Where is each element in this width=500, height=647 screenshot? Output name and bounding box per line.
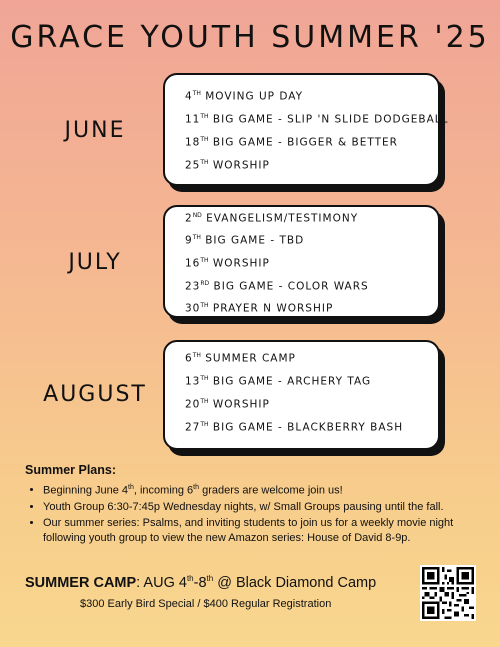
page-title: GRACE YOUTH SUMMER '25	[10, 20, 490, 55]
list-item: 4TH MOVING UP DAY	[185, 90, 304, 103]
list-item: • Youth Group 6:30-7:45p Wednesday nights, w/ Small Groups pausing until the fall.	[43, 500, 495, 515]
summer-camp-line: SUMMER CAMP: AUG 4th-8th @ Black Diamond Camp	[25, 574, 377, 591]
list-item: 18TH BIG GAME - BIGGER & BETTER	[185, 136, 398, 149]
list-item: 9TH BIG GAME - TBD	[185, 234, 305, 247]
summer-camp-label: SUMMER CAMP	[25, 574, 137, 591]
month-label-july: JULY	[68, 250, 122, 275]
summer-plans-section	[25, 462, 495, 548]
summer-plans-list	[25, 483, 495, 547]
july-events-card	[163, 205, 440, 318]
list-item: 20TH WORSHIP	[185, 398, 270, 411]
camp-pricing: $300 Early Bird Special / $400 Regular Registration	[80, 598, 332, 610]
summer-plans-heading: Summer Plans:	[25, 463, 117, 477]
list-item: 13TH BIG GAME - ARCHERY TAG	[185, 375, 372, 388]
list-item: • Our summer series: Psalms, and inviting students to join us for a weekly movie night following youth group to view the new Amazon series: House of David 8-9p.	[43, 516, 495, 547]
list-item: 2ND EVANGELISM/TESTIMONY	[185, 212, 359, 225]
june-events-card	[163, 73, 449, 186]
list-item: 11TH BIG GAME - SLIP 'N SLIDE DODGEBALL	[185, 113, 449, 126]
list-item: 23RD BIG GAME - COLOR WARS	[185, 280, 369, 293]
august-events-card	[163, 340, 440, 450]
list-item: 6TH SUMMER CAMP	[185, 352, 296, 365]
list-item: 30TH PRAYER N WORSHIP	[185, 302, 334, 315]
month-label-june: JUNE	[64, 118, 126, 143]
qr-code-graphic	[422, 567, 474, 619]
list-item: 27TH BIG GAME - BLACKBERRY BASH	[185, 421, 404, 434]
qr-code-icon[interactable]	[420, 565, 476, 621]
month-label-august: AUGUST	[43, 382, 147, 407]
list-item: 16TH WORSHIP	[185, 257, 270, 270]
list-item: • Beginning June 4th, incoming 6th graders are welcome join us!	[43, 483, 495, 499]
list-item: 25TH WORSHIP	[185, 159, 270, 172]
